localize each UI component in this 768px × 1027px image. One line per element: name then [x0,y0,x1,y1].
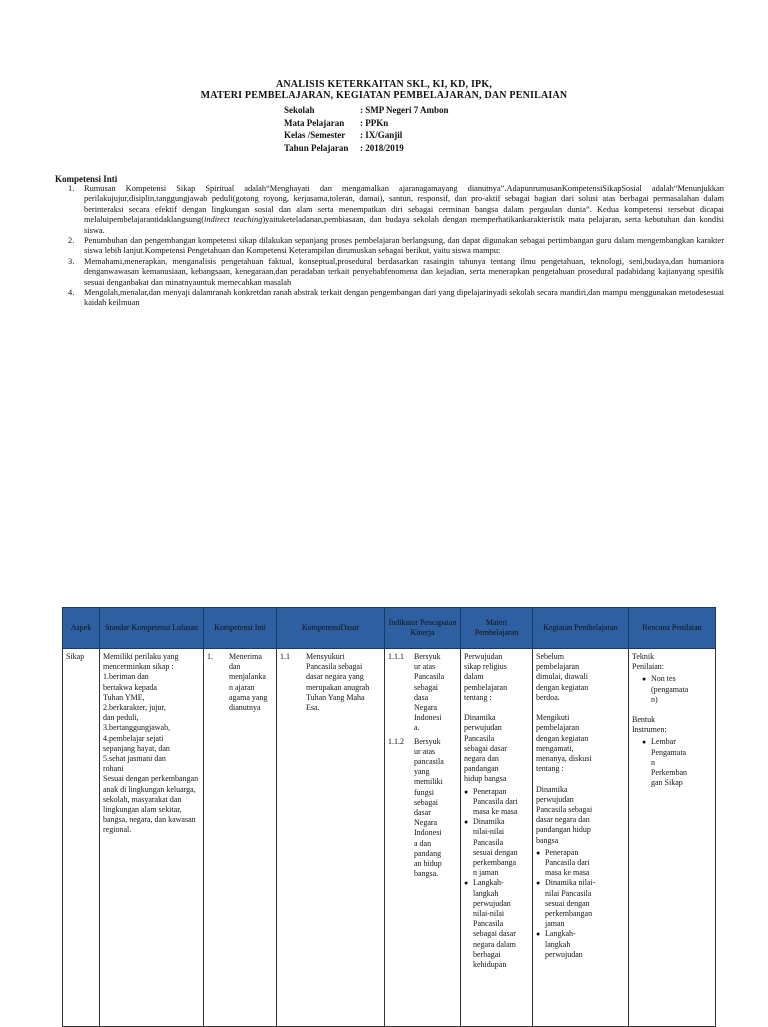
item-number: 1. [207,652,213,661]
bullet-text: Lembar Pengamata n Perkemban gan Sikap [651,737,687,788]
bullet-text: Dinamika nilai- nilai Pancasila sesuai dengan perkembangan jaman [545,878,596,929]
ki-item [52,288,724,309]
list-item [207,652,273,713]
bullet-text: Non tes (pengamata n) [651,674,689,704]
item-number: 1.1.2 [388,736,404,746]
list-item [536,929,625,960]
item-text: Mensyukuri Pancasila sebagai dasar negara yang merupakan anugrah Tuhan Yang Maha Esa. [306,652,370,713]
header-materi: Materi Pembelajaran [461,608,533,649]
ki-text: Penumbuhan dan pengembangan kompetensi sikap dilakukan sepanjang proses pembelajaran berlangsung, dan dapat digunakan sebagai pertimbangan guru dalam mengembangkan karakter siswa lebih lanjut.Kompetensi Pengetahuan dan Kompetensi Keterampilan dirumuskan sebagai berikut, yaitu siswa mampu: [84,236,724,256]
bullet-text: Penerapan Pancasila dari masa ke masa [473,786,518,817]
cell-ki [204,649,277,1027]
aspek-text: Sikap [66,652,85,661]
bullet-icon: ● [464,818,469,827]
meta-value: : IX/Ganjil [360,130,403,140]
list-item [464,787,529,818]
instrumen-bullets [642,737,712,788]
table-header-row [63,608,716,649]
meta-label: Kelas /Semester [284,130,346,140]
cell-kegiatan [533,649,629,1027]
item-text: Bersyuk ur atas pancasila yang memiliki fungsi sebagai dasar Negara Indonesi a dan pandang an hidup bangsa. [414,736,444,879]
meta-row-school [284,104,449,117]
doc-title-line2: MATERI PEMBELAJARAN, KEGIATAN PEMBELAJARAN, DAN PENILAIAN [200,90,568,101]
cell-kd [277,649,385,1027]
item-number: 1.1.1 [388,652,404,661]
materi-intro: Perwujudan sikap religius dalam pembelajaran tentang : Dinamika perwujudan Pancasila sebagai dasar negara dan pandangan hidup bangsa [464,652,508,784]
bullet-text: Langkah- langkah perwujudan [545,929,583,959]
meta-value: : 2018/2019 [360,142,404,153]
meta-value: : PPKn [360,117,389,128]
list-item [464,817,529,878]
cell-ipk [385,649,461,1027]
meta-value: : SMP Negeri 7 Ambon [360,105,449,115]
ki-text: Mengolah,menalar,dan menyaji dalamranah konkretdan ranah abstrak terkait dengan pengembangan dari yang dipelajarinyadi sekolah secara mandiri,dan mampu menggunakan metodesesuai kaidah keilmuan [84,288,724,308]
doc-title-line1: ANALISIS KETERKAITAN SKL, KI, KD, IPK, [275,79,493,90]
header-ipk: Indikator Pencapaian Kinerja [385,608,461,649]
header-ki: Kompetensi Inti [204,608,277,649]
kd-cell-list [280,652,381,713]
kegiatan-intro: Sebelum pembelajaran dimulai, diawali dengan kegiatan berdoa. Mengikuti pembelajaran dengan kegiatan mengamati, menanya, diskusi tentang : Dinamika perwujudan Pancasila sebagai dasar negara dan pandangan hidup bangsa [536,652,593,845]
ki-heading: Kompetensi Inti [55,174,118,184]
cell-aspek [63,649,100,1027]
bullet-icon: ● [536,930,541,939]
meta-label: Sekolah [284,105,315,115]
ipk-cell-list [388,652,457,879]
teknik-label: Teknik Penilaian: [632,652,664,672]
list-item [642,674,712,705]
ki-text-italic: indirect teaching [204,215,263,225]
item-text: Menerima dan menjalanka n ajaran agama yang dianutnya [229,652,268,713]
analysis-table [62,607,716,1027]
item-text: Bersyuk ur atas Pancasila sebagai dasa Negara Indonesi a. [414,652,445,733]
ki-number: 1. [68,184,75,193]
list-item [536,848,625,879]
table-row [63,649,716,1027]
ki-item [52,257,724,288]
identity-block [284,104,449,154]
ki-number: 3. [68,256,75,266]
header-kegiatan: Kegiatan Pembelajaran [533,608,629,649]
teknik-bullets [642,674,712,705]
header-aspek: Aspek [63,608,100,649]
header-penilaian: Rencana Penilaian [629,608,716,649]
meta-row-subject [284,117,449,130]
cell-penilaian [629,649,716,1027]
ki-text: )yaituketeladanan,pembiasaan, dan budaya sekolah dengan memperhatikankarakteristik mata pelajaran, serta kebutuhan dan kondisi siswa. [84,215,725,235]
meta-row-year [284,142,449,155]
list-item [388,652,457,734]
instrumen-label: Bentuk Instrumen: [632,715,667,735]
list-item [280,652,381,713]
ki-number: 2. [68,236,75,246]
bullet-icon: ● [642,675,647,684]
bullet-icon: ● [464,879,469,888]
bullet-text: Penerapan Pancasila dari masa ke masa [545,847,590,878]
bullet-icon: ● [536,848,541,857]
header-skl: Standar Kompetensi Lulusan [100,608,204,649]
cell-materi [461,649,533,1027]
cell-skl [100,649,204,1027]
meta-label: Tahun Pelajaran [284,142,349,153]
header-kd: KompetensiDasar [277,608,385,649]
list-item [536,878,625,929]
item-number: 1.1 [280,652,290,661]
list-item [464,878,529,970]
kegiatan-bullets [536,848,625,960]
skl-text: Memiliki perilaku yang mencerminkan sikap : 1.beriman dan bertakwa kepada Tuhan YME, 2.berkarakter, jujur, dan peduli, 3.bertanggungjawab, 4.pembelajar sejati sepanjang hayat, dan 5.sehat jasmani dan rohani Sesuai dengan perkembangan anak di lingkungan keluarga, sekolah, masyarakat dan lingkungan alam sekitar, bangsa, negara, dan kawasan regional. [103,652,199,835]
bullet-icon: ● [464,787,469,796]
ki-list [52,184,724,309]
ki-number: 4. [68,288,75,298]
ki-text: Rumusan Kompetensi Sikap Spiritual adalah“Menghayati dan mengamalkan ajaranagamayang dianutnya”.AdapunrumusanKompetensiSikapSosial adalah“Menunjukkan perilakujujur,disiplin,tanggungjawab peduli(gotong royong, kerjasama,toleran, damai), santun, responsif, dan pro-aktif sebagai bagian dari solusi atas berbagai permasalahan dalam berinteraksi secara efektif dengan lingkungan sosial dan alam serta menempatkan diri sebagai cerminan bangsa dalam pergaulan dunia”. Kedua kompetensi tersebut dicapai melaluipembelajarantidaklangsung( [84,184,724,225]
meta-label: Mata Pelajaran [284,117,345,128]
bullet-icon: ● [536,879,541,888]
bullet-icon: ● [642,738,647,747]
ki-cell-list [207,652,273,713]
list-item [388,737,457,880]
meta-row-class [284,129,449,142]
bullet-text: Langkah- langkah perwujudan nilai-nilai Pancasila sebagai dasar negara dalam berbagai kehidupan [473,878,516,970]
list-item [642,737,712,788]
ki-text: Memahami,menerapkan, menganalisis pengetahuan faktual, konseptual,prosedural berdasarkan rasaingin tahunya tentang ilmu pengetahuan, teknologi, seni,budaya,dan humaniora denganwawasan kemanusiaan, kebangsaan, kenegaraan,dan peradaban terkait penyebabfenomena dan kejadian, serta menerapkan pengetahuan prosedural padabidang kajianyang spesifik sesuai denganbakat dan minatnyauntuk memecahkan masalah [84,256,724,287]
ki-item [52,184,724,236]
materi-bullets [464,787,529,971]
bullet-text: Dinamika nilai-nilai Pancasila sesuai dengan perkembanga n jaman [473,817,518,878]
ki-item [52,236,724,257]
